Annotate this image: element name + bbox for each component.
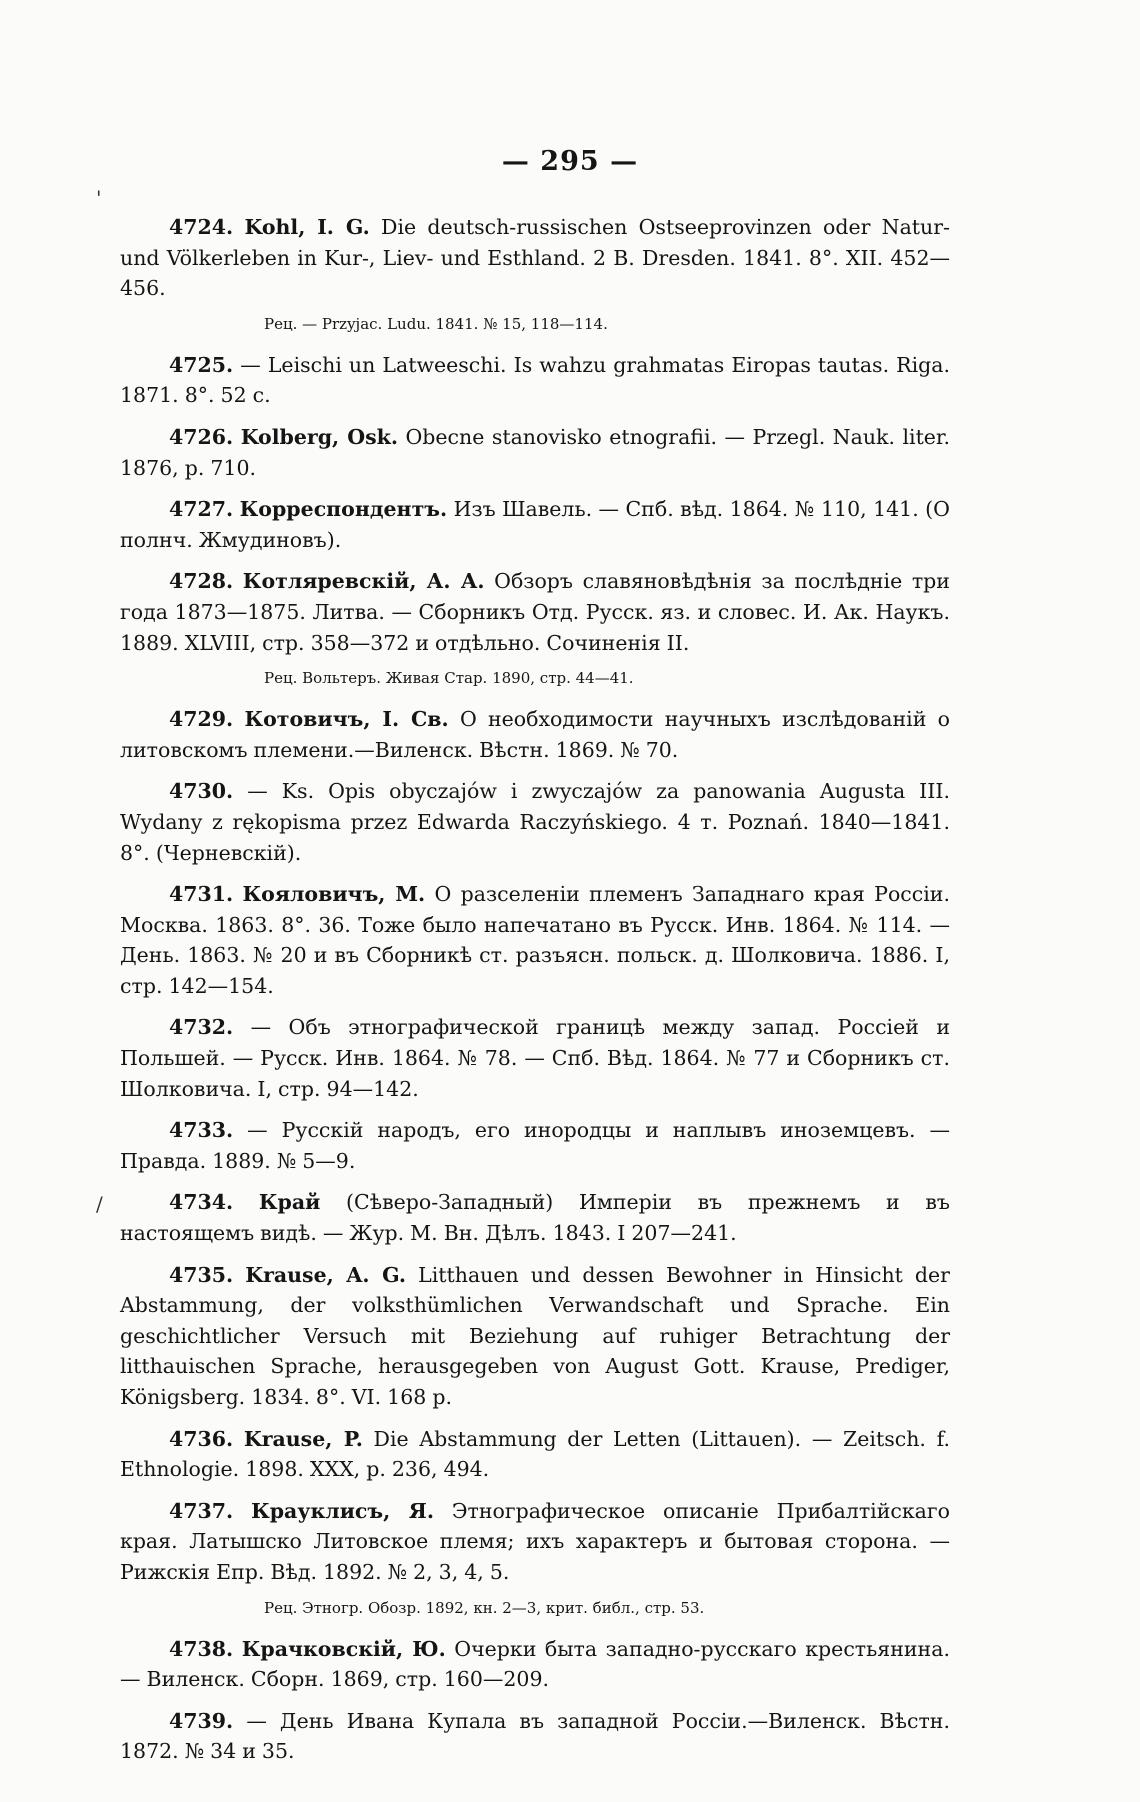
bibliography-entry bbox=[120, 1706, 950, 1767]
entry-text: Litthauen und dessen Bewohner in Hinsicht der Abstammung, der volksthümlichen Verwandschaft und Sprache. Ein geschichtlicher Versuch mit Beziehung auf ruhiger Betrachtung der litthauischen Sprache, herausgegeben von August Gott. Krause, Prediger, Königsberg. 1834. 8°. VI. 168 p. bbox=[120, 1262, 950, 1409]
entry-number: 4728. bbox=[169, 569, 234, 594]
entry-author: Кояловичъ, М. bbox=[242, 882, 426, 907]
margin-mark: / bbox=[96, 1192, 103, 1216]
entry-number: 4735. bbox=[169, 1262, 234, 1287]
bibliography-entry bbox=[120, 1496, 950, 1588]
entry-author: Край bbox=[258, 1190, 321, 1215]
bibliography-entry bbox=[120, 422, 950, 483]
entry-text: Die Abstammung der Letten (Littauen). — Zeitsch. f. Ethnologie. 1898. XXX, p. 236, 494. bbox=[120, 1426, 950, 1482]
entry-number: 4737. bbox=[169, 1498, 234, 1523]
page-number: — 295 — bbox=[501, 146, 639, 177]
review-note: Рец. Вольтеръ. Живая Стар. 1890, стр. 44—41. bbox=[264, 669, 634, 688]
bibliography-entry bbox=[120, 494, 950, 555]
entry-number: 4733. bbox=[169, 1118, 234, 1143]
entry-author: Котляревскій, А. А. bbox=[242, 569, 485, 594]
review-note: Рец. — Przyjac. Ludu. 1841. № 15, 118—114. bbox=[264, 314, 608, 333]
entry-number: 4734. bbox=[169, 1190, 234, 1215]
entry-author: Корреспондентъ. bbox=[239, 497, 448, 522]
entry-text: Очерки быта западно-русскаго крестьянина. — Виленск. Сборн. 1869, стр. 160—209. bbox=[120, 1636, 950, 1692]
entry-number: 4725. bbox=[169, 352, 234, 377]
entry-text: Обзоръ славяновѣдѣнія за послѣдніе три года 1873—1875. Литва. — Сборникъ Отд. Русск. яз. и словес. И. Ак. Наукъ. 1889. XLVIII, стр. 358—372 и отдѣльно. Сочиненія II. bbox=[120, 569, 950, 655]
entry-text: — Русскій народъ, его инородцы и наплывъ иноземцевъ. — Правда. 1889. № 5—9. bbox=[120, 1118, 950, 1173]
entry-number: 4726. bbox=[169, 424, 234, 449]
entry-number: 4732. bbox=[169, 1015, 234, 1040]
entry-text: О необходимости научныхъ изслѣдованій о литовскомъ племени.—Виленск. Вѣстн. 1869. № 70. bbox=[120, 707, 950, 762]
bibliography-entry bbox=[120, 1424, 950, 1485]
entry-number: 4739. bbox=[169, 1708, 234, 1733]
entry-number: 4731. bbox=[169, 882, 234, 907]
entry-author: Krause, P. bbox=[243, 1426, 363, 1451]
entry-text: (Сѣверо-Западный) Имперіи въ прежнемъ и въ настоящемъ видѣ. — Жур. М. Вн. Дѣлъ. 1843. I 207—241. bbox=[120, 1190, 950, 1246]
entry-author: Krause, A. G. bbox=[245, 1262, 407, 1287]
entry-number: 4727. bbox=[169, 497, 234, 522]
entry-text: Obecne stanovisko etnografii. — Przegl. Nauk. liter. 1876, p. 710. bbox=[120, 424, 950, 480]
entry-number: 4730. bbox=[169, 779, 234, 804]
entry-text: — Leischi un Latweeschi. Is wahzu grahmatas Eiropas tautas. Riga. 1871. 8°. 52 c. bbox=[120, 352, 950, 408]
bibliography-list bbox=[120, 212, 950, 1778]
entry-text: — Ks. Opis obyczajów i zwyczajów za panowania Augusta III. Wydany z rękopisma przez Edwarda Raczyńskiego. 4 т. Poznań. 1840—1841. 8°. (Черневскій). bbox=[120, 779, 950, 865]
entry-author: Крачковскій, Ю. bbox=[241, 1636, 446, 1661]
bibliography-entry bbox=[120, 350, 950, 411]
entry-author: Kohl, I. G. bbox=[244, 215, 370, 239]
entry-number: 4736. bbox=[169, 1426, 234, 1451]
entry-number: 4729. bbox=[169, 707, 234, 732]
entry-text: Изъ Шавель. — Спб. вѣд. 1864. № 110, 141. (О полнч. Жмудиновъ). bbox=[120, 497, 950, 552]
bibliography-entry bbox=[120, 776, 950, 868]
entry-number: 4738. bbox=[169, 1636, 234, 1661]
bibliography-entry bbox=[120, 1634, 950, 1695]
entry-number: 4724. bbox=[169, 215, 234, 239]
entry-author: Крауклисъ, Я. bbox=[251, 1498, 434, 1523]
review-note: Рец. Этногр. Обозр. 1892, кн. 2—3, крит. библ., стр. 53. bbox=[264, 1598, 705, 1617]
bibliography-entry bbox=[120, 1012, 950, 1104]
entry-text: Этнографическое описаніе Прибалтійскаго края. Латышско Литовское племя; ихъ характеръ и бытовая сторона. — Рижскія Епр. Вѣд. 1892. № 2, 3, 4, 5. bbox=[120, 1498, 950, 1584]
entry-author: Kolberg, Osk. bbox=[240, 424, 398, 449]
entry-text: Die deutsch-russischen Ostseeprovinzen oder Natur- und Völkerleben in Kur-, Liev- und Esthland. 2 B. Dresden. 1841. 8°. XII. 452—456. bbox=[120, 215, 950, 301]
entry-text: — Объ этнографической границѣ между запад. Россіей и Польшей. — Русск. Инв. 1864. № 78. — Спб. Вѣд. 1864. № 77 и Сборникъ ст. Шолковича. I, стр. 94—142. bbox=[120, 1015, 950, 1101]
bibliography-entry bbox=[120, 1187, 950, 1248]
entry-text: О разселеніи племенъ Западнаго края Россіи. Москва. 1863. 8°. 36. Тоже было напечатано въ Русск. Инв. 1864. № 114. — День. 1863. № 20 и въ Сборникѣ ст. разъясн. польск. д. Шолковича. 1886. I, стр. 142—154. bbox=[120, 882, 950, 998]
entry-text: — День Ивана Купала въ западной Россіи.—Виленск. Вѣстн. 1872. № 34 и 35. bbox=[120, 1708, 950, 1764]
margin-mark: ' bbox=[96, 186, 102, 210]
bibliography-entry bbox=[120, 879, 950, 1001]
bibliography-entry bbox=[120, 1115, 950, 1176]
bibliography-entry bbox=[120, 566, 950, 658]
entry-author: Котовичъ, І. Св. bbox=[244, 707, 449, 732]
bibliography-entry bbox=[120, 704, 950, 765]
bibliography-entry bbox=[120, 212, 950, 304]
bibliography-entry bbox=[120, 1260, 950, 1413]
